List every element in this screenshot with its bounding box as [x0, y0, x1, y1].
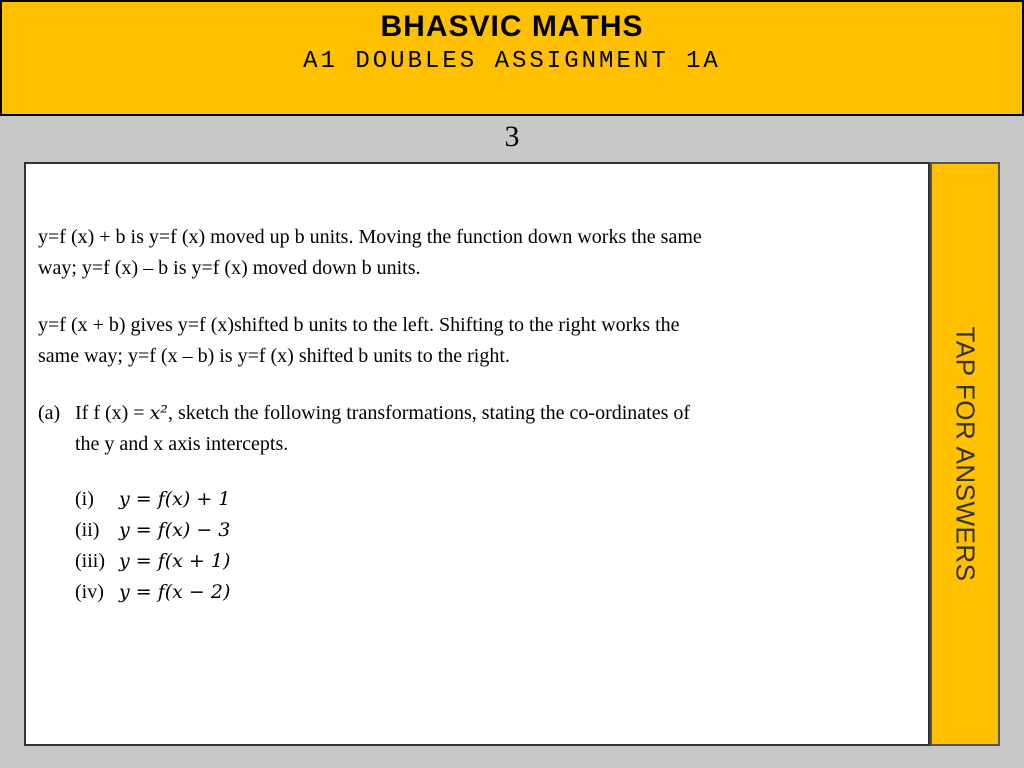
- header-title: BHASVIC MΑTHS: [380, 10, 644, 43]
- item-expression: y = f(x + 1): [119, 550, 231, 572]
- question-line2: the y and x axis intercepts.: [75, 433, 289, 455]
- question-intro: If f (x) =: [75, 402, 150, 424]
- item-number: (ii): [75, 519, 100, 541]
- item-number: (iii): [75, 550, 105, 572]
- slide-number: 3: [504, 120, 520, 153]
- item-expression: y = f(x) − 3: [119, 519, 231, 541]
- paragraph-horizontal-shift-line1: y=f (x + b) gives y=f (x)shifted b units to the left. Shifting to the right works the: [38, 314, 680, 336]
- paragraph-horizontal-shift-line2: same way; y=f (x – b) is y=f (x) shifted b units to the right.: [38, 345, 510, 367]
- paragraph-vertical-shift-line1: y=f (x) + b is y=f (x) moved up b units. Moving the function down works the same: [38, 226, 702, 248]
- question-rest: , sketch the following transformations, stating the co-ordinates of: [167, 402, 691, 424]
- list-item: [75, 546, 898, 577]
- question-line1: [75, 398, 898, 429]
- item-expression: y = f(x) + 1: [119, 488, 231, 510]
- question-content: [38, 222, 898, 608]
- paragraph-vertical-shift-line2: way; y=f (x) – b is y=f (x) moved down b units.: [38, 257, 421, 279]
- list-item: [75, 515, 898, 546]
- tap-for-answers-label: TAP FOR ANSWERS: [950, 326, 981, 582]
- part-label: (a): [38, 402, 61, 424]
- tap-for-answers-button[interactable]: [930, 162, 1000, 746]
- item-number: (i): [75, 488, 94, 510]
- header-banner: [0, 0, 1024, 116]
- list-item: [75, 484, 898, 515]
- item-expression: y = f(x − 2): [119, 581, 231, 603]
- question-function-expr: x²: [149, 402, 168, 424]
- item-number: (iv): [75, 581, 104, 603]
- transformation-list: [75, 484, 898, 608]
- question-part-a: [38, 398, 898, 460]
- header-subtitle: A1 DOUBLES ASSIGNMENT 1A: [303, 48, 721, 75]
- list-item: [75, 577, 898, 608]
